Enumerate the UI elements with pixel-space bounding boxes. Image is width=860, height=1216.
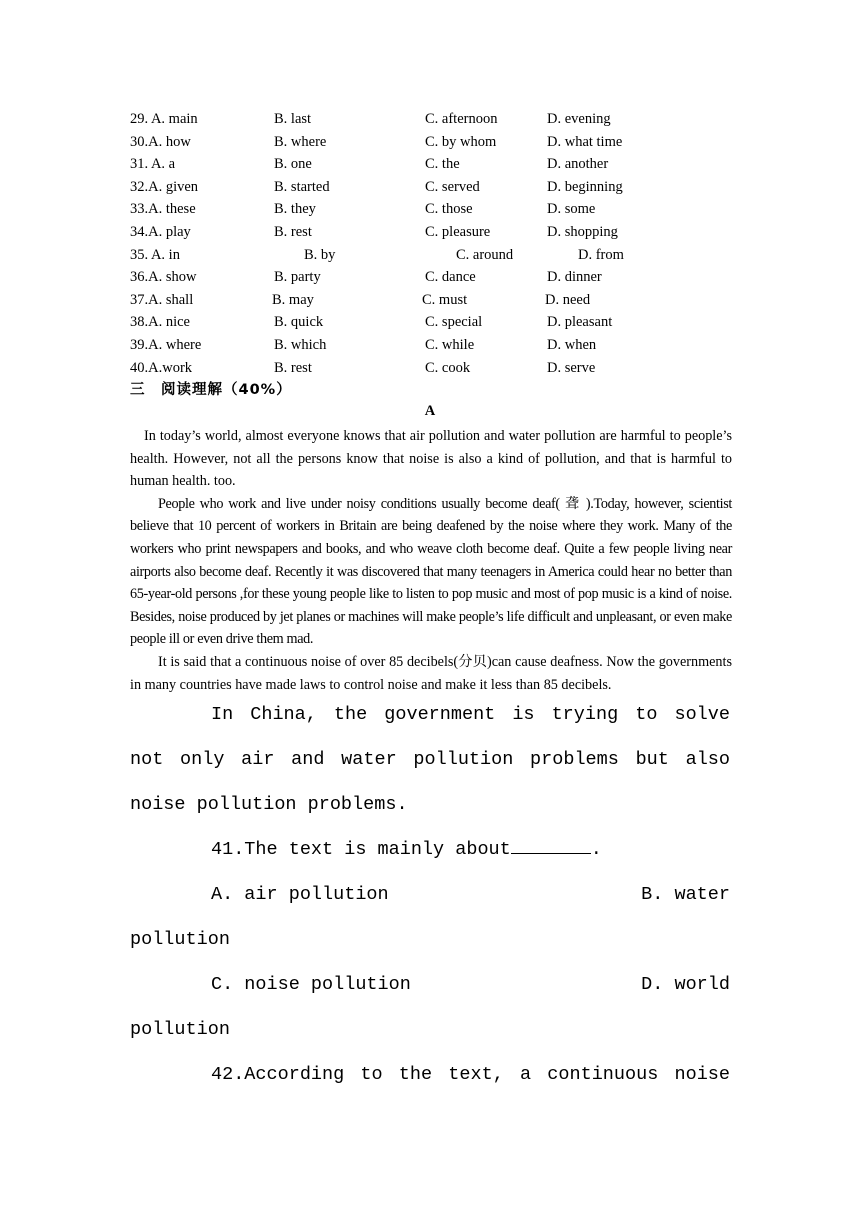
option-a: 30.A. how [130,133,191,150]
option-b: B. quick [274,314,324,331]
option-d: D. when [547,336,597,353]
question-41-option-b-continued: pollution [130,929,230,950]
option-d: D. what time [547,133,623,150]
reading-passage [130,425,732,696]
option-b: B. started [274,178,330,195]
option-d: D. need [545,291,591,308]
option-a: 37.A. shall [130,291,194,308]
option-a: 38.A. nice [130,314,190,331]
option-b: B. by [304,246,336,263]
option-d: D. dinner [547,269,602,286]
option-c: C. special [425,314,483,331]
passage-paragraph-4: In China, the government is trying to solve not only air and water pollution problems but also noise pollution problems. [130,704,730,815]
question-41-option-d: D. world [641,974,730,995]
option-a: 29. A. main [130,111,198,127]
question-41-stem: 41.The text is mainly about [211,839,511,860]
option-b: B. rest [274,359,312,376]
option-b: B. one [274,156,312,173]
option-d: D. evening [547,111,611,127]
question-42-stem: 42.According to the text, a continuous noise [211,1064,730,1085]
option-a: 36.A. show [130,269,197,286]
passage-paragraph-2: People who work and live under noisy conditions usually become deaf( 聋 ).Today, however, scientist believe that 10 percent of workers in Britain are being deafened by the noise where they work. Many of the workers who print newspapers and books, and who weave cloth become deaf. Quite a few people living near airports also become deaf. Recently it was discovered that many teenagers in America could hear no better than 65-year-old persons ,for these young people like to listen to pop music and most of pop music is a kind of noise. Besides, noise produced by jet planes or machines will make people’s life difficult and unpleasant, or even make people ill or even drive them mad. [130,495,732,648]
option-b: B. party [274,269,321,286]
question-41-option-a: A. air pollution [211,884,389,905]
option-c: C. served [425,178,480,195]
option-d: D. from [578,246,624,263]
option-c: C. the [425,156,460,173]
option-c: C. by whom [425,133,497,150]
option-c: C. must [422,291,468,308]
option-a: 33.A. these [130,201,196,218]
option-b: B. may [272,291,314,308]
option-d: D. some [547,201,596,218]
option-c: C. around [456,246,514,263]
passage-title: A [424,403,436,419]
option-a: 40.A.work [130,359,193,376]
question-41-option-b: B. water [641,884,730,905]
option-d: D. beginning [547,178,623,195]
option-c: C. while [425,336,475,353]
option-c: C. afternoon [425,111,498,127]
option-c: C. those [425,201,473,218]
question-41-options-cd [130,962,730,1007]
question-41-stem-line [130,827,730,872]
option-b: B. last [274,111,312,127]
question-41-stem-end: . [590,839,602,860]
option-a: 34.A. play [130,223,191,240]
option-a: 31. A. a [130,156,176,173]
section-heading: 三 阅读理解（40%） [130,382,292,398]
option-b: B. they [274,201,316,218]
option-c: C. cook [425,359,471,376]
answer-blank [511,835,591,854]
question-42 [130,1052,730,1098]
option-c: C. pleasure [425,223,491,240]
option-b: B. where [274,133,327,150]
option-c: C. dance [425,269,476,286]
option-d: D. pleasant [547,314,613,331]
question-41-option-c: C. noise pollution [211,974,411,995]
option-a: 35. A. in [130,246,180,263]
question-41 [130,827,730,1052]
question-41-options-ab [130,872,730,917]
option-b: B. which [274,336,327,353]
question-41-option-d-continued: pollution [130,1019,230,1040]
option-d: D. shopping [547,223,618,240]
option-a: 39.A. where [130,336,202,353]
option-b: B. rest [274,223,312,240]
passage-paragraph-3: It is said that a continuous noise of over 85 decibels(分贝)can cause deafness. Now the governments in many countries have made laws to control noise and make it less than 85 decibels. [130,653,732,693]
passage-paragraph-1: In today’s world, almost everyone knows that air pollution and water pollution are harmful to people’s health. However, not all the persons know that noise is also a kind of pollution, and that is harmful to human health. too. [130,428,732,490]
option-a: 32.A. given [130,178,199,195]
option-d: D. serve [547,359,596,376]
closing-paragraph-block [130,692,730,827]
option-d: D. another [547,156,609,173]
